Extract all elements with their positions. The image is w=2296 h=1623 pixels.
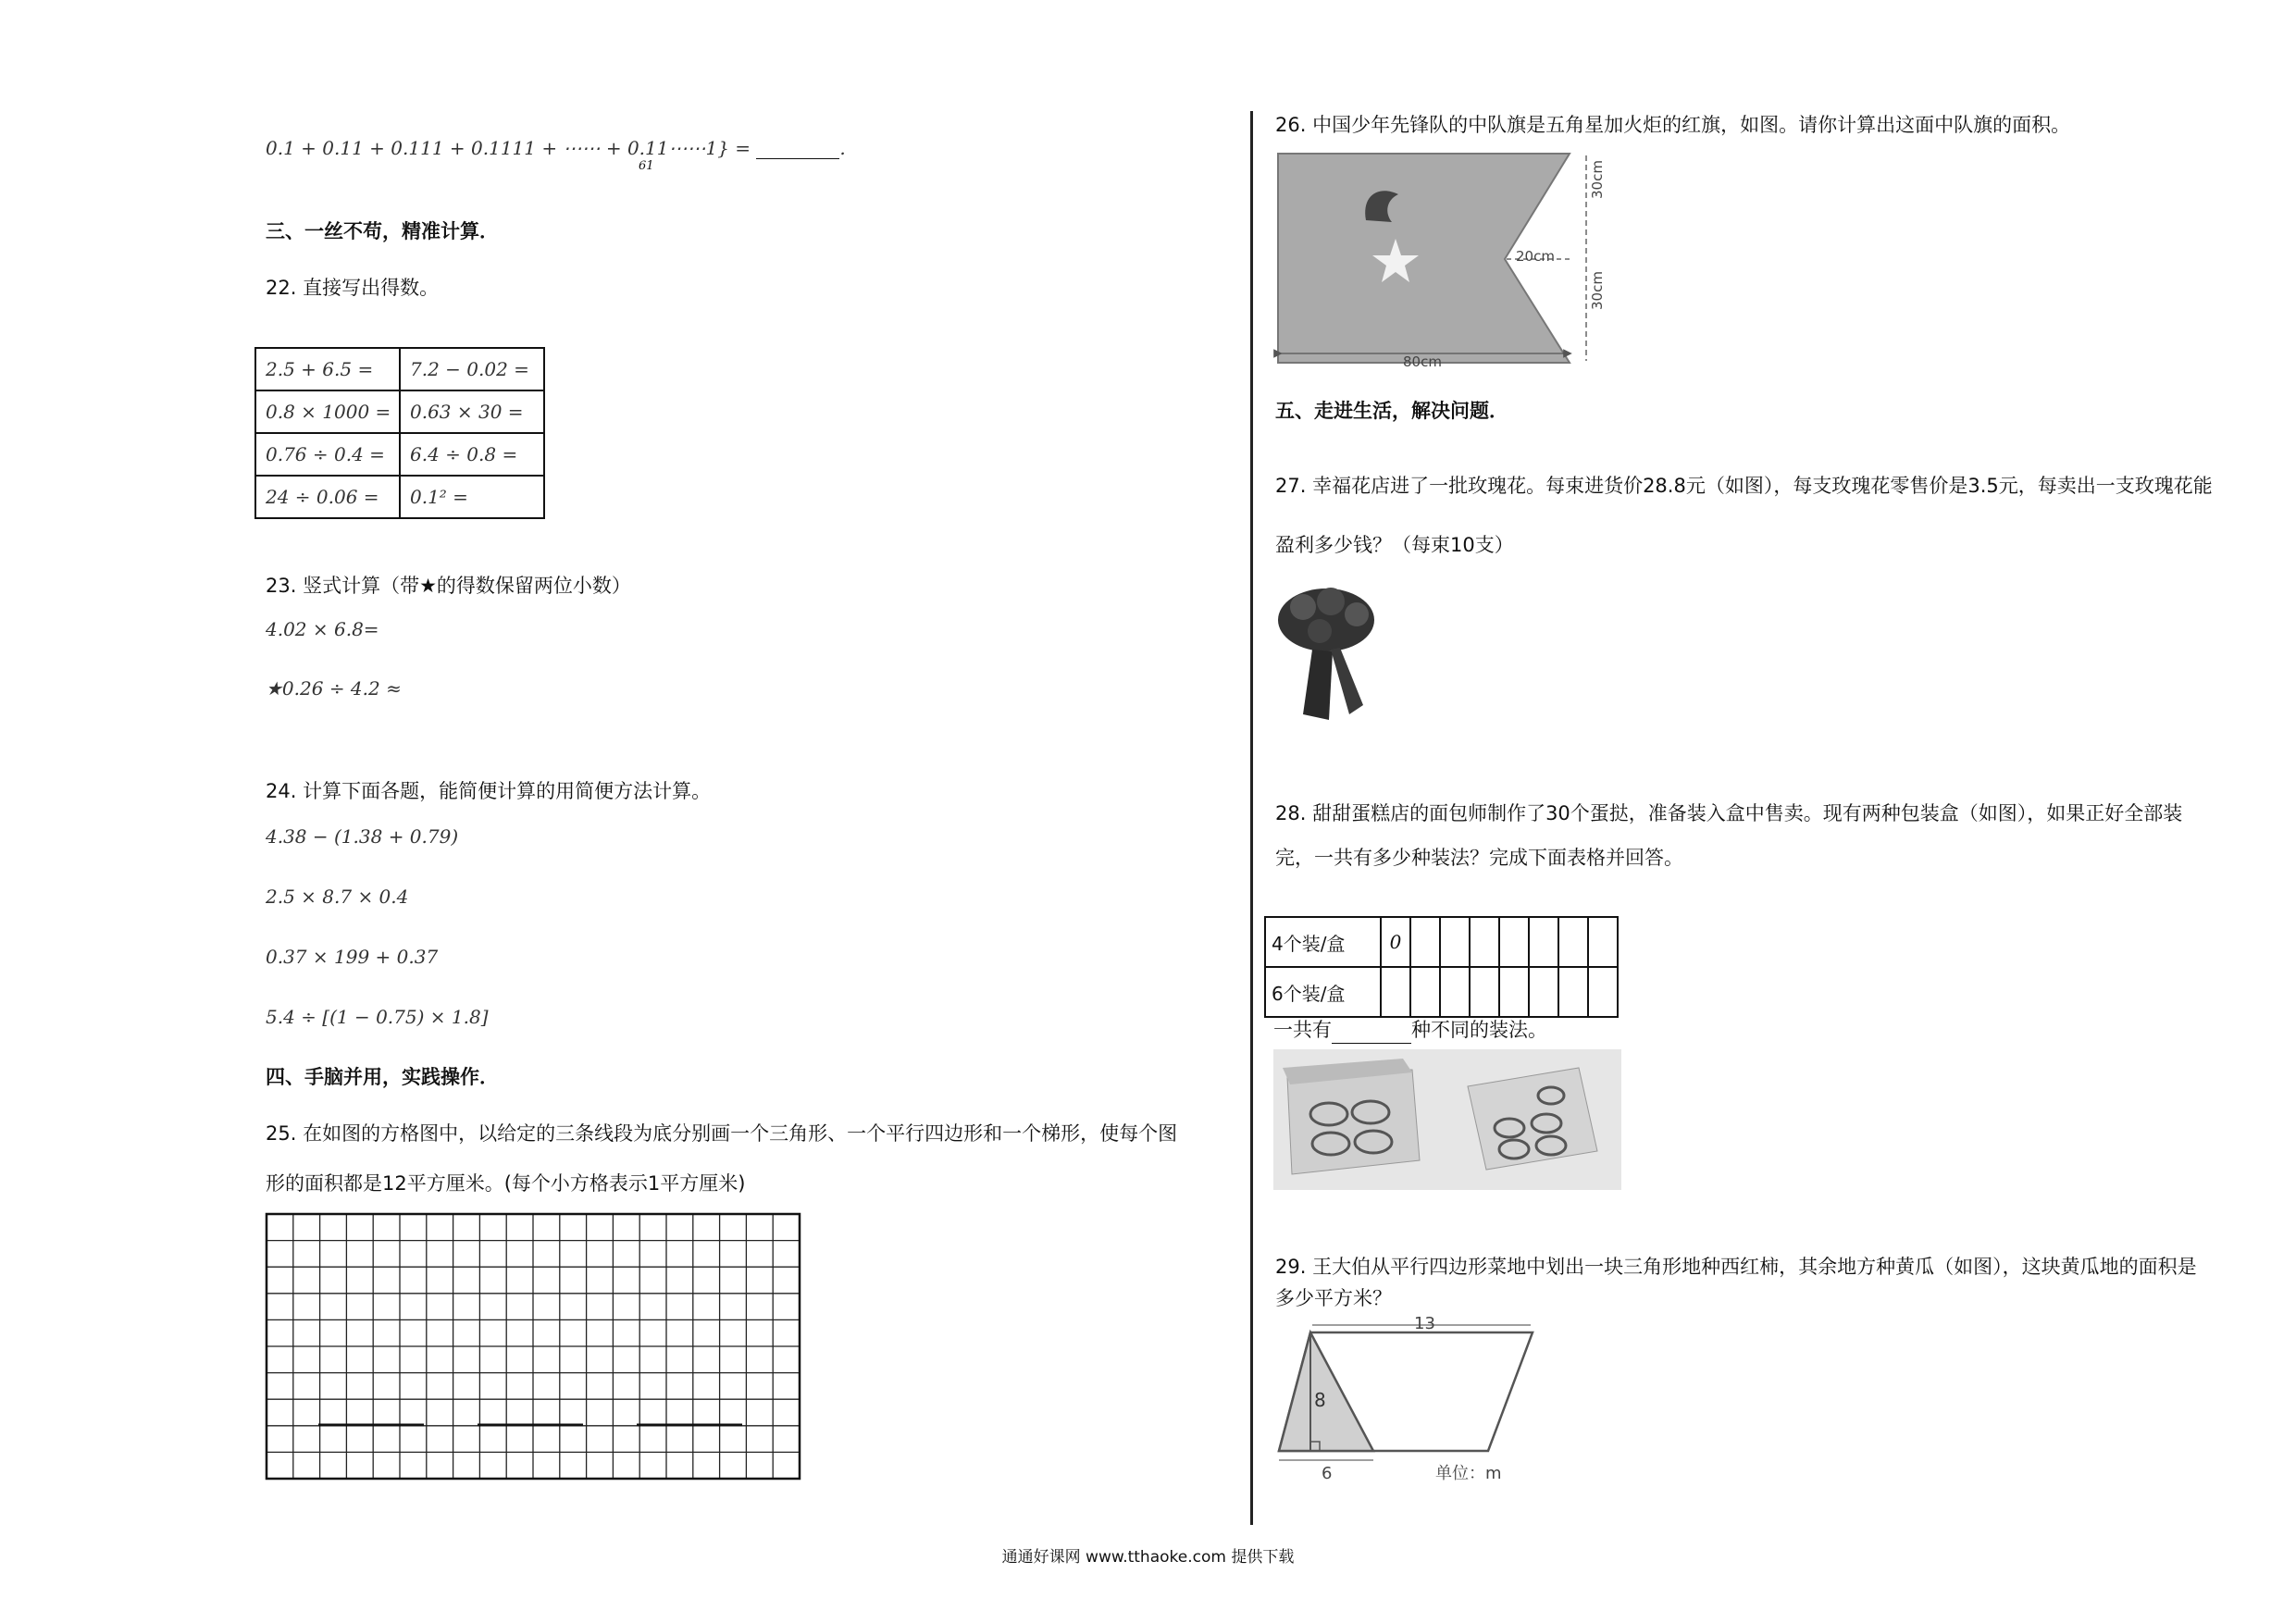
- label-base: 6: [1322, 1464, 1333, 1482]
- parallelogram-figure: [1273, 1314, 1551, 1482]
- table-cell[interactable]: [1558, 917, 1588, 967]
- table-cell[interactable]: 7.2 − 0.02 =: [400, 348, 544, 390]
- question-28-line2: 完，一共有多少种装法？完成下面表格并回答。: [1275, 847, 1683, 869]
- table-row: [255, 476, 544, 518]
- question-22: 22. 直接写出得数。: [266, 277, 440, 299]
- table-row: [1265, 917, 1618, 967]
- table-cell[interactable]: [1588, 917, 1618, 967]
- table-cell[interactable]: [1529, 967, 1558, 1017]
- table-cell[interactable]: [1410, 917, 1440, 967]
- table-cell[interactable]: [1499, 917, 1529, 967]
- row-label-4: 4个装/盒: [1265, 917, 1381, 967]
- question-24: 24. 计算下面各题，能简便计算的用简便方法计算。: [266, 780, 712, 802]
- table-cell[interactable]: [1381, 967, 1410, 1017]
- table-row: [1265, 967, 1618, 1017]
- q24-d: 5.4 ÷ [(1 − 0.75) × 1.8]: [266, 1006, 489, 1028]
- grid-figure[interactable]: [265, 1212, 805, 1482]
- label-height: 8: [1314, 1389, 1326, 1411]
- question-26: 26. 中国少年先锋队的中队旗是五角星加火炬的红旗，如图。请你计算出这面中队旗的面积。: [1275, 114, 2071, 136]
- table-row: [255, 390, 544, 433]
- flag-label-width: 80cm: [1403, 353, 1442, 370]
- table-cell[interactable]: 0.63 × 30 =: [400, 390, 544, 433]
- table-cell[interactable]: [1440, 917, 1470, 967]
- column-divider: [1250, 111, 1253, 1525]
- table-row: [255, 348, 544, 390]
- table-cell[interactable]: 2.5 + 6.5 =: [255, 348, 400, 390]
- table-cell[interactable]: 0.76 ÷ 0.4 =: [255, 433, 400, 476]
- flag-label-h2: 30cm: [1589, 271, 1606, 310]
- series-expression: 0.1 + 0.11 + 0.111 + 0.1111 + ⋯⋯ + 0.11⋯⋯1} = .: [266, 137, 846, 159]
- table-cell[interactable]: [1440, 967, 1470, 1017]
- section-3-title: 三、一丝不苟，精准计算．: [266, 220, 499, 242]
- section-4-title: 四、手脑并用，实践操作．: [266, 1066, 499, 1088]
- table-row: [255, 433, 544, 476]
- table-cell[interactable]: 0: [1381, 917, 1410, 967]
- table-cell[interactable]: 0.8 × 1000 =: [255, 390, 400, 433]
- q28-answer: 一共有 种不同的装法。: [1273, 1016, 1547, 1044]
- flag-label-h1: 30cm: [1589, 160, 1606, 199]
- q22-table: [254, 347, 545, 519]
- q24-a: 4.38 − (1.38 + 0.79): [266, 825, 459, 848]
- section-5-title: 五、走进生活，解决问题．: [1275, 400, 1508, 422]
- q23-b: ★0.26 ÷ 4.2 ≈: [266, 677, 402, 700]
- answer-blank[interactable]: [1332, 1021, 1411, 1044]
- table-cell[interactable]: [1410, 967, 1440, 1017]
- triangle-plot: [1279, 1332, 1373, 1451]
- table-cell[interactable]: 6.4 ÷ 0.8 =: [400, 433, 544, 476]
- question-23: 23. 竖式计算（带★的得数保留两位小数）: [266, 575, 631, 597]
- table-cell[interactable]: [1470, 917, 1499, 967]
- q24-b: 2.5 × 8.7 × 0.4: [266, 886, 409, 908]
- question-25-line2: 形的面积都是12平方厘米。(每个小方格表示1平方厘米): [266, 1172, 746, 1195]
- question-28-line1: 28. 甜甜蛋糕店的面包师制作了30个蛋挞，准备装入盒中售卖。现有两种包装盒（如图），如果正好全部装: [1275, 802, 2183, 824]
- series-subscript: 61: [639, 159, 654, 173]
- q28-table: [1264, 916, 1619, 1018]
- answer-blank[interactable]: [756, 158, 839, 159]
- table-cell[interactable]: [1558, 967, 1588, 1017]
- flag-label-notch: 20cm: [1516, 248, 1555, 265]
- footer-text: 通通好课网 www.tthaoke.com 提供下载: [1001, 1548, 1295, 1567]
- table-cell[interactable]: 0.1² =: [400, 476, 544, 518]
- label-top: 13: [1414, 1314, 1435, 1333]
- table-cell[interactable]: [1499, 967, 1529, 1017]
- egg-tart-boxes-image: [1273, 1049, 1621, 1190]
- question-27-line1: 27. 幸福花店进了一批玫瑰花。每束进货价28.8元（如图），每支玫瑰花零售价是3.5元，每卖出一支玫瑰花能: [1275, 475, 2213, 497]
- question-27-line2: 盈利多少钱？（每束10支）: [1275, 534, 1514, 556]
- question-29-line1: 29. 王大伯从平行四边形菜地中划出一块三角形地种西红柿，其余地方种黄瓜（如图），这块黄瓜地的面积是: [1275, 1256, 2197, 1278]
- flag-figure: [1273, 148, 1625, 370]
- table-cell[interactable]: [1529, 917, 1558, 967]
- question-25-line1: 25. 在如图的方格图中，以给定的三条线段为底分别画一个三角形、一个平行四边形和一个梯形，使每个图: [266, 1122, 1178, 1145]
- question-29-line2: 多少平方米？: [1275, 1287, 1392, 1309]
- row-label-6: 6个装/盒: [1265, 967, 1381, 1017]
- q24-c: 0.37 × 199 + 0.37: [266, 946, 439, 968]
- label-unit: 单位：m: [1435, 1464, 1502, 1482]
- table-cell[interactable]: [1588, 967, 1618, 1017]
- table-cell[interactable]: [1470, 967, 1499, 1017]
- rose-bouquet-image: [1275, 585, 1386, 722]
- table-cell[interactable]: 24 ÷ 0.06 =: [255, 476, 400, 518]
- q23-a: 4.02 × 6.8=: [266, 618, 379, 640]
